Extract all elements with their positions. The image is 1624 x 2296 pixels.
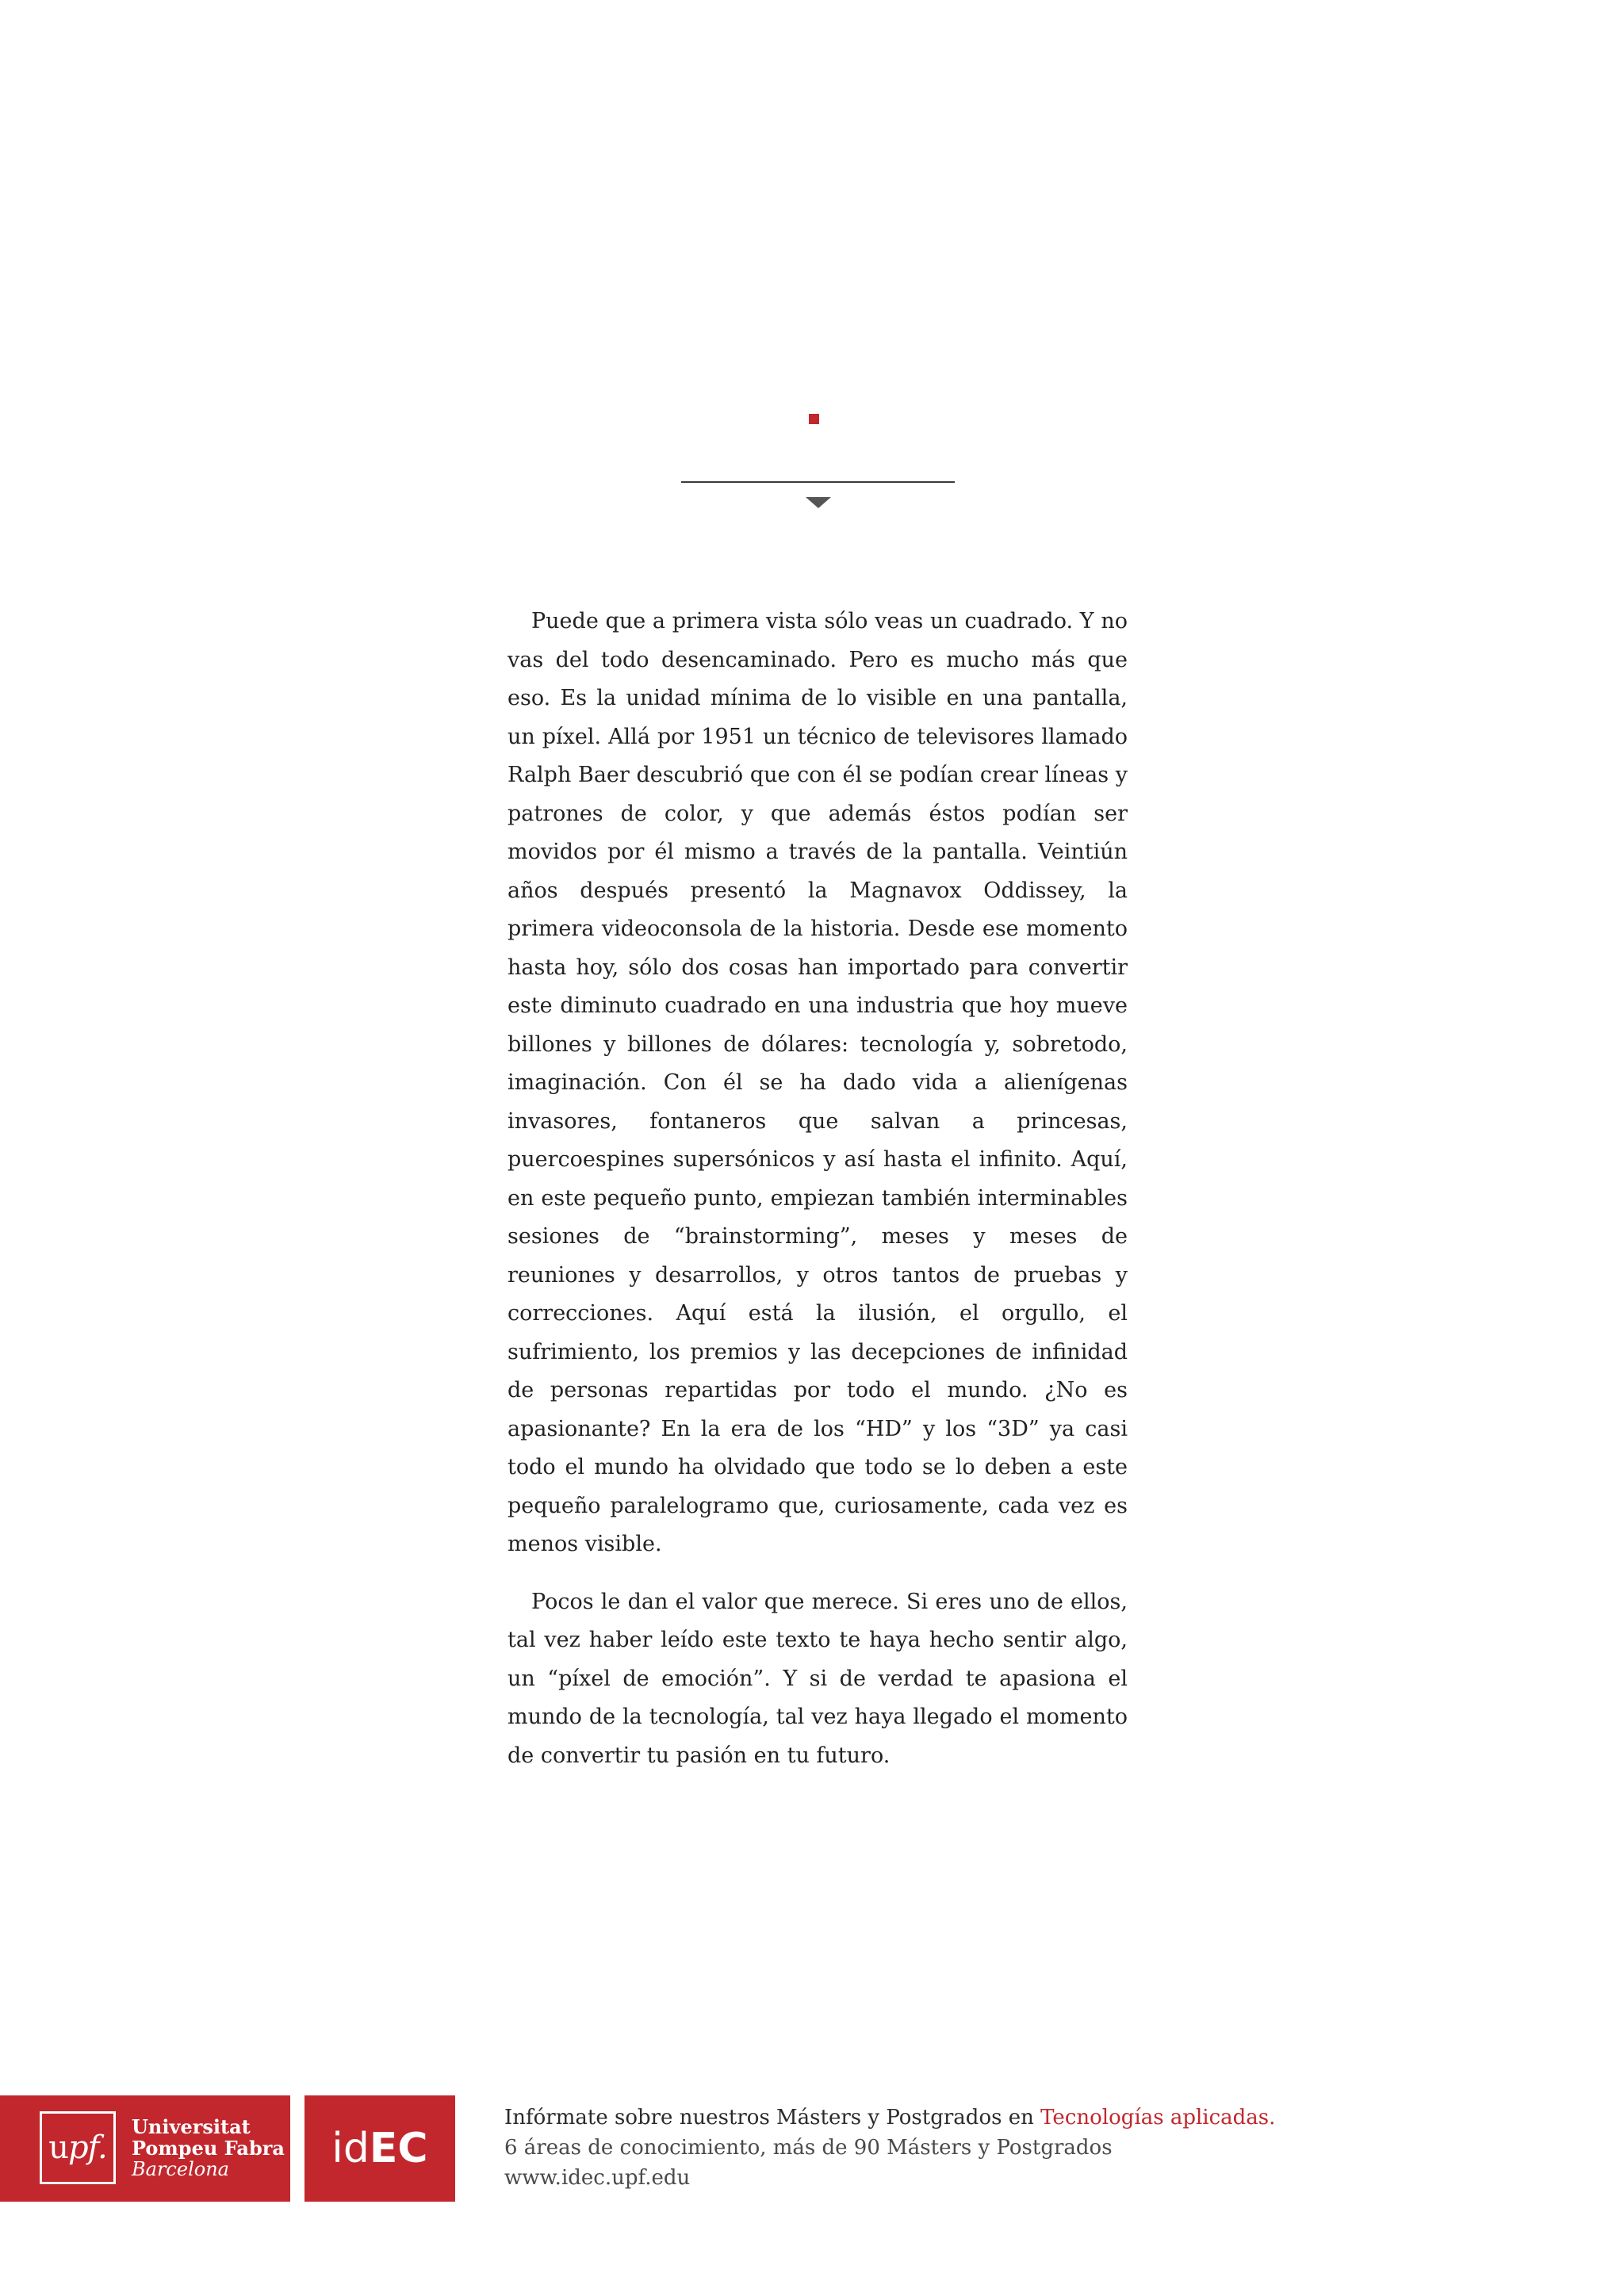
upf-mark-u: u [48, 2130, 69, 2166]
upf-name-line3: Barcelona [132, 2158, 229, 2180]
upf-logo [0, 2095, 290, 2202]
info-line-1-accent: Tecnologías aplicadas. [1040, 2106, 1276, 2130]
footer-info [504, 2103, 1275, 2193]
upf-mark-pf: pf. [68, 2130, 107, 2166]
upf-name-line1: Universitat [132, 2115, 251, 2138]
article-paragraph-1: Puede que a primera vista sólo veas un cuadrado. Y no vas del todo desencaminado. Pero es mucho más que eso. Es la unidad mínima de lo visible en una pantalla, un píxel. Allá por 1951 un técnico de televisores llamado Ralph Baer descubrió que con él se podían crear líneas y patrones de color, y que además éstos podían ser movidos por él mismo a través de la pantalla. Veintiún años después presentó la Magnavox Oddissey, la primera videoconsola de la historia. Desde ese momento hasta hoy, sólo dos cosas han importado para convertir este diminuto cuadrado en una industria que hoy mueve billones y billones de dólares: tecnología y, sobretodo, imaginación. Con él se ha dado vida a alienígenas invasores, fontaneros que salvan a princesas, puercoespines supersónicos y así hasta el infinito. Aquí, en este pequeño punto, empiezan también interminables sesiones de “brainstorming”, meses y meses de reuniones y desarrollos, y otros tantos de pruebas y correcciones. Aquí está la ilusión, el orgullo, el sufrimiento, los premios y las decepciones de infinidad de personas repartidas por todo el mundo. ¿No es apasionante? En la era de los “HD” y los “3D” ya casi todo el mundo ha olvidado que todo se lo deben a este pequeño paralelogramo que, curiosamente, cada vez es menos visible. [508, 609, 1128, 1556]
upf-name-line2: Pompeu Fabra [132, 2137, 285, 2160]
article-body [508, 603, 1128, 1794]
divider-line [681, 481, 955, 483]
info-line-1 [504, 2103, 1275, 2133]
article-paragraph-2: Pocos le dan el valor que merece. Si eres uno de ellos, tal vez haber leído este texto te haya hecho sentir algo, un “píxel de emoción”. Y si de verdad te apasiona el mundo de la tecnología, tal vez haya llegado el momento de convertir tu pasión en tu futuro. [508, 1589, 1128, 1768]
idec-prefix: id [331, 2125, 370, 2172]
upf-name [132, 2116, 285, 2180]
upf-mark [40, 2111, 116, 2184]
idec-logo [304, 2095, 455, 2202]
triangle-down-icon [806, 497, 831, 508]
red-pixel-square [809, 414, 819, 424]
idec-suffix: EC [369, 2125, 428, 2172]
info-line-1-text: Infórmate sobre nuestros Másters y Postgrados en [504, 2106, 1041, 2130]
info-website-link[interactable]: www.idec.upf.edu [504, 2166, 691, 2190]
info-line-2: 6 áreas de conocimiento, más de 90 Másters y Postgrados [504, 2136, 1113, 2160]
idec-wordmark [304, 2095, 455, 2202]
